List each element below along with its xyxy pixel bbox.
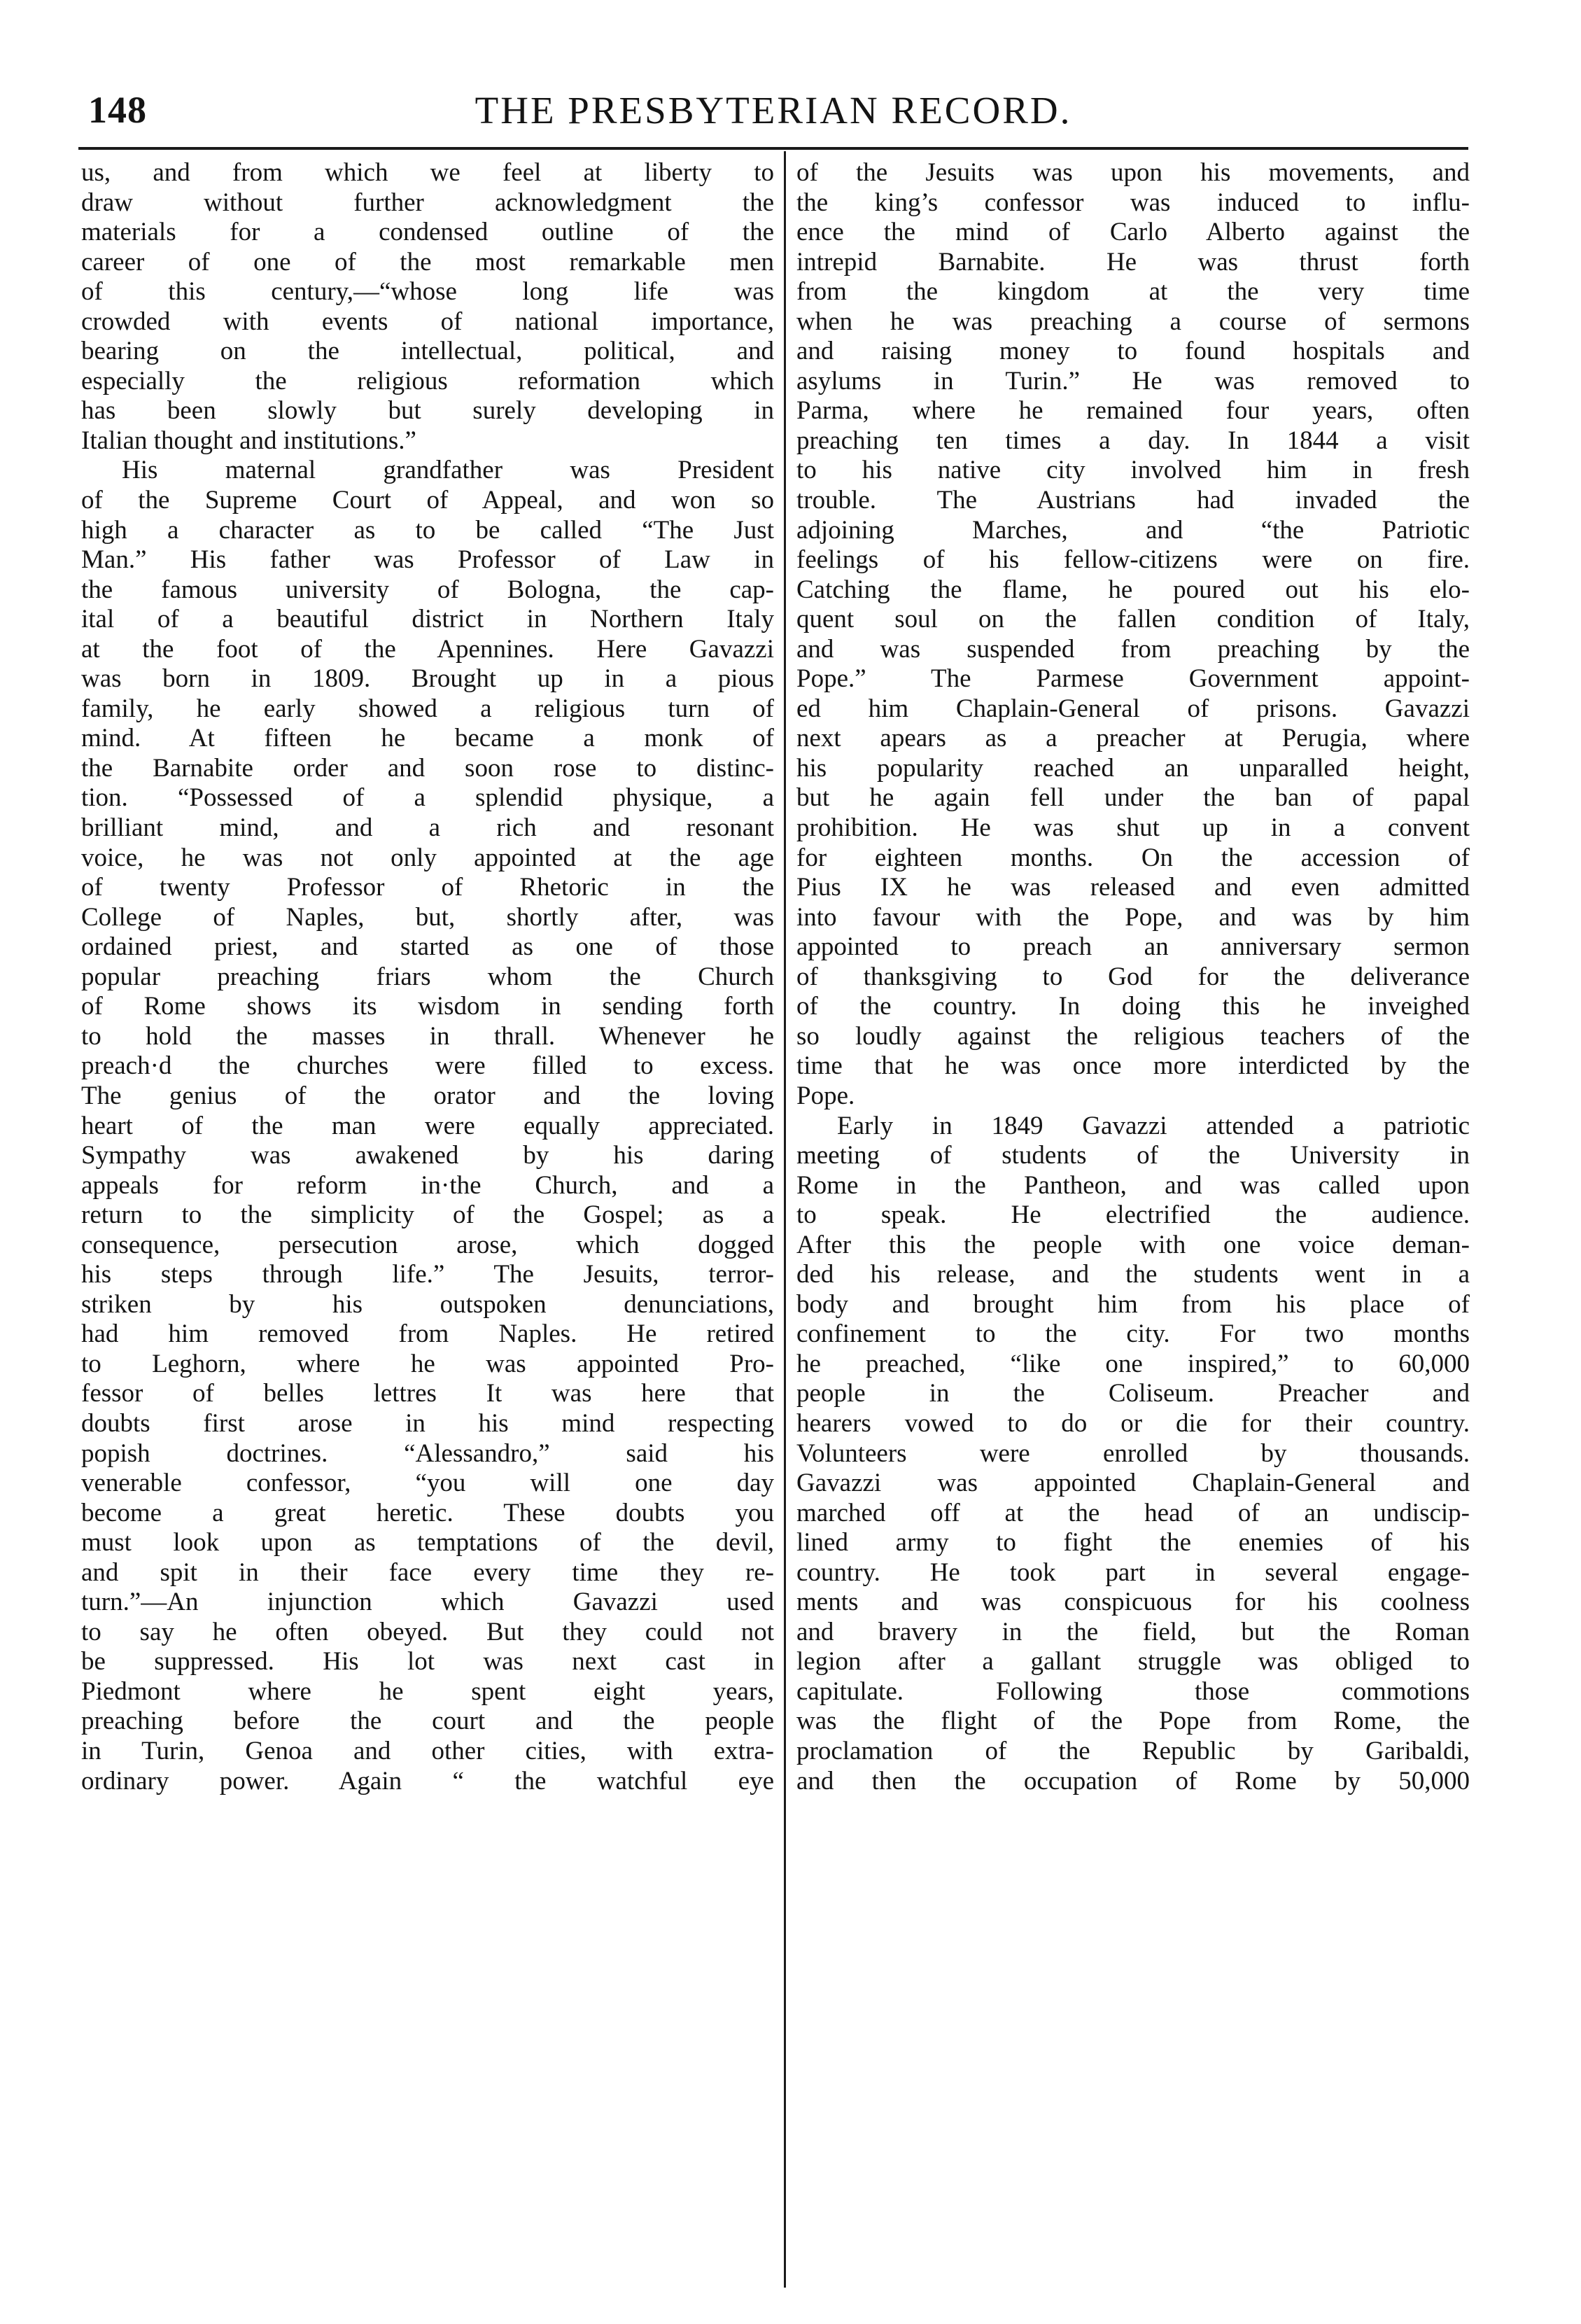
text-line: striken by his outspoken denunciations, [81,1289,774,1319]
text-line: his popularity reached an unparalled height, [796,753,1470,783]
text-line: ded his release, and the students went in a [796,1260,1470,1289]
text-line: Parma, where he remained four years, often [796,396,1470,426]
text-line: become a great heretic. These doubts you [81,1498,774,1527]
text-line: College of Naples, but, shortly after, was [81,902,774,932]
text-line: be suppressed. His lot was next cast in [81,1647,774,1676]
left-column [81,158,774,2286]
text-line: was the flight of the Pope from Rome, the [796,1707,1470,1736]
text-line: at the foot of the Apennines. Here Gavazzi [81,634,774,664]
text-line: intrepid Barnabite. He was thrust forth [796,247,1470,276]
text-line: country. He took part in several engage- [796,1558,1470,1587]
text-line: and bravery in the field, but the Roman [796,1617,1470,1646]
text-line: popish doctrines. “Alessandro,” said his [81,1438,774,1468]
text-line: of thanksgiving to God for the deliverance [796,962,1470,991]
text-line: adjoining Marches, and “the Patriotic [796,515,1470,545]
text-line: and then the occupation of Rome by 50,000 [796,1766,1470,1795]
text-line: to speak. He electrified the audience. [796,1200,1470,1230]
text-line: ence the mind of Carlo Alberto against the [796,218,1470,247]
text-line: lined army to fight the enemies of his [796,1528,1470,1558]
text-line: quent soul on the fallen condition of Italy, [796,605,1470,634]
text-line: marched off at the head of an undiscip- [796,1498,1470,1527]
text-line: into favour with the Pope, and was by him [796,902,1470,932]
text-line: ed him Chaplain-General of prisons. Gavazzi [796,694,1470,723]
text-line: Volunteers were enrolled by thousands. [796,1438,1470,1468]
text-line: Catching the flame, he poured out his elo- [796,575,1470,604]
text-line: appointed to preach an anniversary sermon [796,932,1470,962]
text-line: preaching ten times a day. In 1844 a visit [796,426,1470,455]
header-rule [78,147,1468,150]
right-column [796,158,1470,2286]
text-line: to his native city involved him in fresh [796,456,1470,485]
text-line: ordained priest, and started as one of those [81,932,774,962]
text-line: confinement to the city. For two months [796,1320,1470,1349]
text-line: meeting of students of the University in [796,1141,1470,1170]
text-line: body and brought him from his place of [796,1289,1470,1319]
text-line: turn.”—An injunction which Gavazzi used [81,1588,774,1617]
text-line: preaching before the court and the people [81,1707,774,1736]
text-line: proclamation of the Republic by Garibaldi, [796,1736,1470,1765]
text-line: materials for a condensed outline of the [81,218,774,247]
text-line: ordinary power. Again “ the watchful eye [81,1766,774,1795]
page-number: 148 [88,89,147,131]
text-line: he preached, “like one inspired,” to 60,000 [796,1349,1470,1378]
text-line: must look upon as temptations of the devil, [81,1528,774,1558]
running-title: THE PRESBYTERIAN RECORD. [475,89,1072,132]
text-line: of this century,—“whose long life was [81,277,774,307]
column-divider [784,151,786,2288]
text-line: preach·d the churches were filled to excess. [81,1051,774,1081]
text-line: His maternal grandfather was President [122,456,774,485]
page-header [78,83,1468,139]
text-line: career of one of the most remarkable men [81,247,774,276]
text-line: of the Supreme Court of Appeal, and won so [81,486,774,515]
text-line: After this the people with one voice deman- [796,1230,1470,1259]
text-line: The genius of the orator and the loving [81,1081,774,1110]
text-line: family, he early showed a religious turn of [81,694,774,723]
text-line: hearers vowed to do or die for their country. [796,1408,1470,1438]
text-line: and spit in their face every time they re- [81,1558,774,1587]
text-line: high a character as to be called “The Just [81,515,774,545]
text-line: Pope.” The Parmese Government appoint- [796,664,1470,694]
text-line: mind. At fifteen he became a monk of [81,724,774,753]
text-line: so loudly against the religious teachers of the [796,1021,1470,1051]
text-line: Sympathy was awakened by his daring [81,1141,774,1170]
text-line: doubts first arose in his mind respecting [81,1408,774,1438]
text-line: prohibition. He was shut up in a convent [796,813,1470,843]
text-line: Gavazzi was appointed Chaplain-General and [796,1469,1470,1498]
text-line: feelings of his fellow-citizens were on fire. [796,545,1470,575]
text-line: especially the religious reformation which [81,366,774,396]
text-line: was born in 1809. Brought up in a pious [81,664,774,694]
text-line: had him removed from Naples. He retired [81,1320,774,1349]
text-line: for eighteen months. On the accession of [796,843,1470,872]
text-line: his steps through life.” The Jesuits, terror- [81,1260,774,1289]
text-line: fessor of belles lettres It was here that [81,1379,774,1408]
text-line: the Barnabite order and soon rose to distinc- [81,753,774,783]
text-line: to Leghorn, where he was appointed Pro- [81,1349,774,1378]
text-line: draw without further acknowledgment the [81,188,774,217]
text-line: from the kingdom at the very time [796,277,1470,307]
text-line: Rome in the Pantheon, and was called upon [796,1170,1470,1200]
text-line: Pius IX he was released and even admitted [796,873,1470,902]
text-line: and raising money to found hospitals and [796,337,1470,366]
text-line: return to the simplicity of the Gospel; as a [81,1200,774,1230]
text-line: Pope. [796,1081,855,1110]
text-line: legion after a gallant struggle was obliged to [796,1647,1470,1676]
text-line: popular preaching friars whom the Church [81,962,774,991]
text-line: of twenty Professor of Rhetoric in the [81,873,774,902]
text-line: but he again fell under the ban of papal [796,783,1470,813]
text-line: and was suspended from preaching by the [796,634,1470,664]
text-line: time that he was once more interdicted by the [796,1051,1470,1081]
text-line: of Rome shows its wisdom in sending forth [81,992,774,1021]
text-line: venerable confessor, “you will one day [81,1469,774,1498]
text-line: ments and was conspicuous for his coolness [796,1588,1470,1617]
text-line: capitulate. Following those commotions [796,1676,1470,1706]
text-line: Early in 1849 Gavazzi attended a patriotic [837,1111,1470,1140]
text-line: when he was preaching a course of sermons [796,307,1470,336]
text-line: us, and from which we feel at liberty to [81,158,774,187]
text-line: people in the Coliseum. Preacher and [796,1379,1470,1408]
text-line: in Turin, Genoa and other cities, with extra- [81,1736,774,1765]
text-line: the king’s confessor was induced to influ- [796,188,1470,217]
text-line: voice, he was not only appointed at the age [81,843,774,872]
text-line: of the country. In doing this he inveighed [796,992,1470,1021]
text-line: heart of the man were equally appreciated. [81,1111,774,1140]
text-line: Piedmont where he spent eight years, [81,1676,774,1706]
text-line: to say he often obeyed. But they could not [81,1617,774,1646]
text-line: bearing on the intellectual, political, and [81,337,774,366]
text-line: the famous university of Bologna, the cap- [81,575,774,604]
text-line: appeals for reform in·the Church, and a [81,1170,774,1200]
text-line: consequence, persecution arose, which dogged [81,1230,774,1259]
text-line: has been slowly but surely developing in [81,396,774,426]
text-line: trouble. The Austrians had invaded the [796,486,1470,515]
text-line: brilliant mind, and a rich and resonant [81,813,774,843]
text-line: of the Jesuits was upon his movements, and [796,158,1470,187]
text-line: to hold the masses in thrall. Whenever he [81,1021,774,1051]
text-line: tion. “Possessed of a splendid physique, a [81,783,774,813]
text-line: next apears as a preacher at Perugia, where [796,724,1470,753]
text-line: Italian thought and institutions.” [81,426,416,455]
text-line: Man.” His father was Professor of Law in [81,545,774,575]
text-line: crowded with events of national importance, [81,307,774,336]
text-line: ital of a beautiful district in Northern Italy [81,605,774,634]
text-line: asylums in Turin.” He was removed to [796,366,1470,396]
